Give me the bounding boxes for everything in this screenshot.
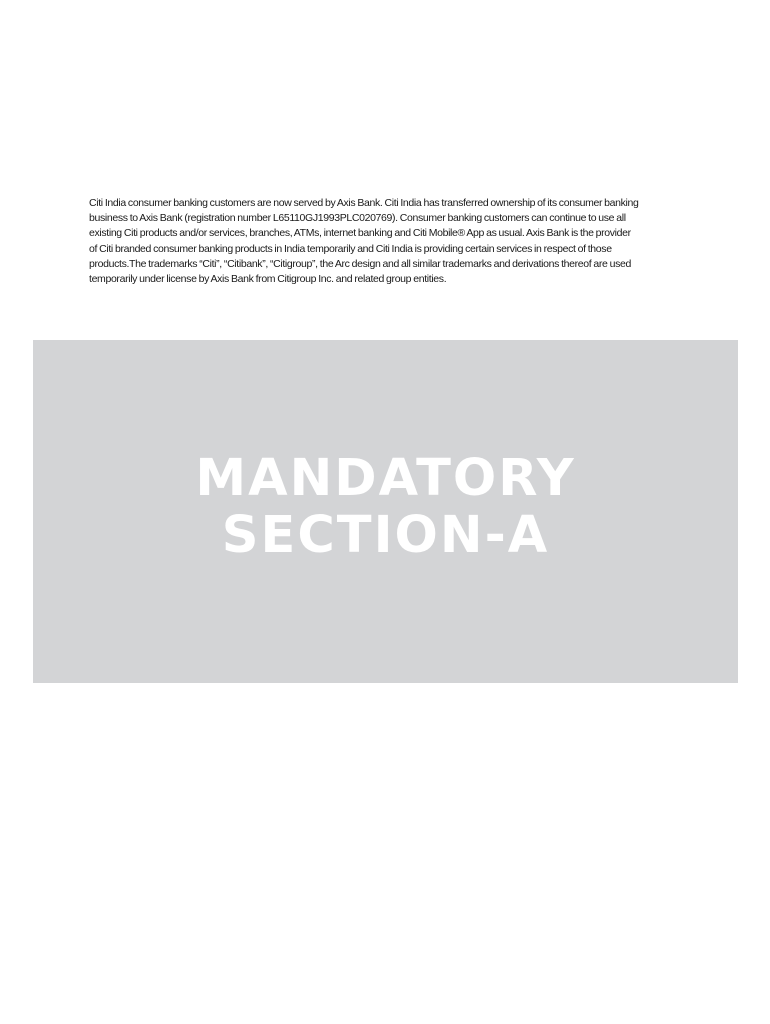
disclaimer-line: existing Citi products and/or services, branches, ATMs, internet banking and Citi Mobile® App as usual. Axis Bank is the provider	[89, 227, 631, 240]
section-title	[33, 450, 738, 564]
section-title-line-1: MANDATORY	[195, 449, 576, 508]
section-divider-band	[33, 340, 738, 683]
disclaimer-line: of Citi branded consumer banking products in India temporarily and Citi India is providing certain services in respect of those	[89, 242, 612, 255]
disclaimer-line: Citi India consumer banking customers are now served by Axis Bank. Citi India has transferred ownership of its consumer banking	[89, 197, 639, 209]
disclaimer-line: products.The trademarks “Citi”, “Citibank”, “Citigroup”, the Arc design and all similar trademarks and derivations thereof are used	[89, 257, 631, 270]
section-title-line-2: SECTION-A	[221, 506, 550, 565]
disclaimer-line: temporarily under license by Axis Bank from Citigroup Inc. and related group entities.	[89, 273, 447, 286]
axis-bank-disclaimer	[89, 196, 689, 287]
disclaimer-line: business to Axis Bank (registration number L65110GJ1993PLC020769). Consumer banking customers can continue to use all	[89, 212, 626, 225]
